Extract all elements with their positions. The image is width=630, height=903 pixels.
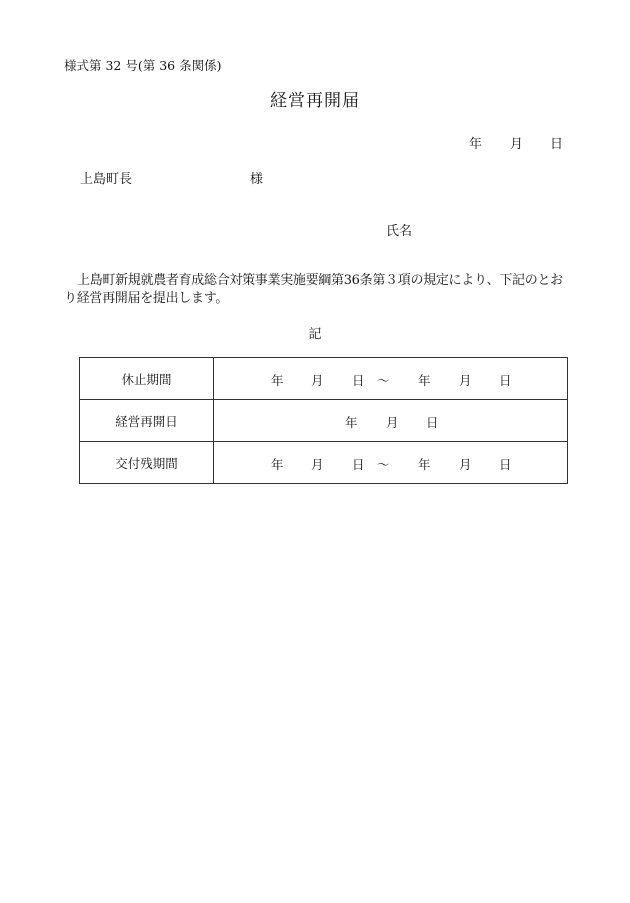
- date-cell: [214, 400, 568, 442]
- end-year: 年: [418, 373, 431, 388]
- resume-day: 日: [426, 415, 439, 430]
- body-text: 上島町新規就農者育成総合対策事業実施要綱第36条第３項の規定により、下記のとおり経営再開届を提出します。: [64, 273, 563, 306]
- start-year: 年: [271, 457, 284, 472]
- range-tilde: 〜: [377, 373, 390, 388]
- start-day: 日: [352, 457, 365, 472]
- range-tilde: 〜: [377, 457, 390, 472]
- info-table: [79, 357, 568, 484]
- resume-year: 年: [345, 415, 358, 430]
- row-label: 休止期間: [80, 358, 214, 400]
- date-day: 日: [550, 137, 564, 152]
- row-label: 経営再開日: [80, 400, 214, 442]
- honorific: 様: [250, 172, 264, 187]
- table-row: [80, 358, 568, 400]
- start-year: 年: [271, 373, 284, 388]
- date-month: 月: [510, 137, 524, 152]
- end-day: 日: [499, 457, 512, 472]
- resume-month: 月: [386, 415, 399, 430]
- period-cell: [214, 358, 568, 400]
- applicant-name-label: 氏名: [386, 224, 413, 239]
- end-month: 月: [459, 373, 472, 388]
- ki-heading: 記: [308, 327, 322, 342]
- period-cell: [214, 442, 568, 484]
- table-row: [80, 442, 568, 484]
- row-label: 交付残期間: [80, 442, 214, 484]
- start-month: 月: [311, 457, 324, 472]
- addressee: 上島町長: [80, 172, 133, 187]
- end-year: 年: [418, 457, 431, 472]
- end-day: 日: [499, 373, 512, 388]
- table-row: [80, 400, 568, 442]
- start-day: 日: [352, 373, 365, 388]
- form-number: 様式第 32 号(第 36 条関係): [64, 58, 222, 73]
- start-month: 月: [311, 373, 324, 388]
- document-title: 経営再開届: [270, 91, 360, 111]
- date-year: 年: [469, 137, 483, 152]
- end-month: 月: [459, 457, 472, 472]
